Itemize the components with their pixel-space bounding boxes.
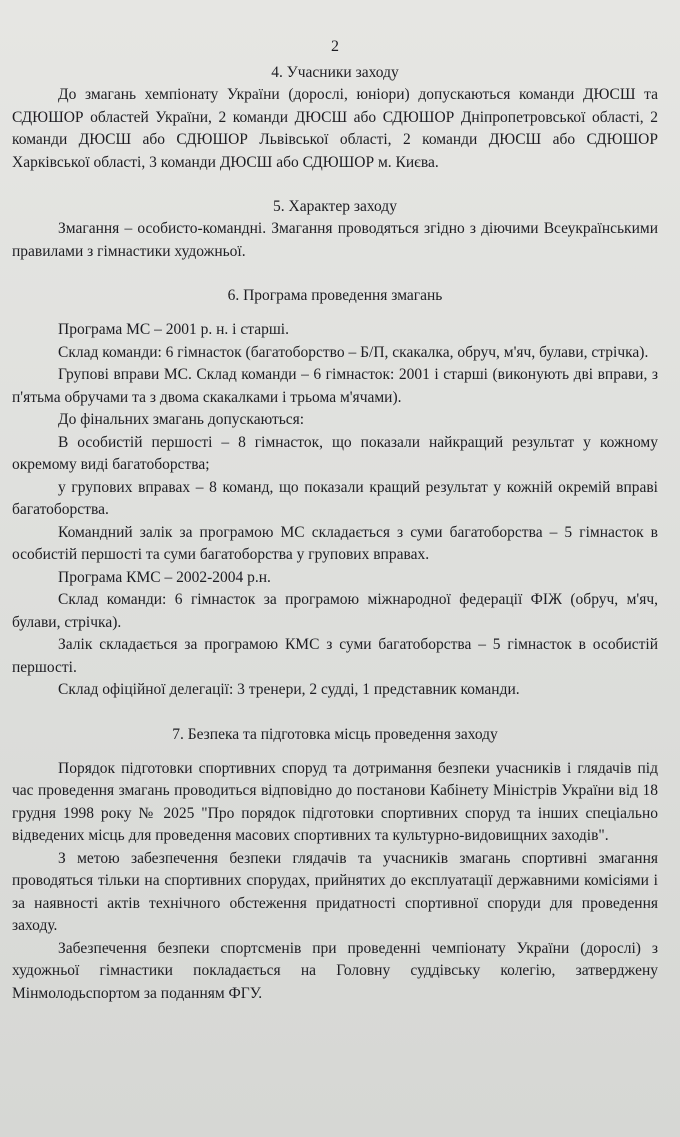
section-7-paragraph-1: Порядок підготовки спортивних споруд та дотримання безпеки учасників і глядачів під час проведення змагань проводиться відповідно до постанови Кабінету Міністрів України від 18 грудня 1998 року № 2025 "Про порядок підготовки спортивних споруд та інших спеціально відведених місць для проведення масових спортивних та культурно-видовищних заходів". [12, 759, 658, 844]
section-5-paragraph-1: Змагання – особисто-командні. Змагання проводяться згідно з діючими Всеукраїнськими правилами з гімнастики художньої. [12, 220, 658, 260]
section-4-title: 4. Учасники заходу [271, 64, 399, 81]
page-number: 2 [331, 38, 339, 55]
section-6-paragraph-5: В особистій першості – 8 гімнасток, що показали найкращий результат у кожному окремому виді багатоборства; [12, 433, 658, 473]
section-6-paragraph-11: Склад офіційної делегації: 3 тренери, 2 судді, 1 представник команди. [58, 681, 520, 698]
section-6-paragraph-8: Програма КМС – 2002-2004 р.н. [58, 568, 271, 586]
section-7-title: 7. Безпека та підготовка місць проведення заходу [172, 725, 498, 743]
section-6-paragraph-10: Залік складається за програмою КМС з суми багатоборства – 5 гімнасток в особистій першості. [12, 636, 658, 676]
section-6-paragraph-3: Групові вправи МС. Склад команди – 6 гімнасток: 2001 і старші (виконують дві вправи, з п'ятьма обручами та з двома скакалками і трьома м'ячами). [12, 366, 658, 406]
section-6-title: 6. Програма проведення змагань [227, 287, 443, 304]
section-6-paragraph-6: у групових вправах – 8 команд, що показали кращий результат у кожній окремій вправі багатоборства. [12, 478, 658, 518]
section-6-paragraph-7: Командний залік за програмою МС складається з суми багатоборства – 5 гімнасток в особистій першості та суми багатоборства у групових вправах. [12, 523, 658, 563]
section-6-paragraph-1: Програма МС – 2001 р. н. і старші. [58, 321, 289, 338]
section-6-paragraph-9: Склад команди: 6 гімнасток за програмою міжнародної федерації ФІЖ (обруч, м'яч, булави, стрічка). [12, 591, 658, 631]
section-6-paragraph-4: До фінальних змагань допускаються: [58, 411, 305, 428]
section-4-paragraph-1: До змагань хемпіонату України (дорослі, юніори) допускаються команди ДЮСШ та СДЮШОР областей України, 2 команди ДЮСШ або СДЮШОР Дніпропетровської області, 2 команди ДЮСШ або СДЮШОР Львівської області, 2 команди ДЮСШ або СДЮШОР Харківської області, 3 команди ДЮСШ або СДЮШОР м. Києва. [12, 86, 658, 171]
section-7-paragraph-3: Забезпечення безпеки спортсменів при проведенні чемпіонату України (дорослі) з художньої гімнастики покладається на Головну суддівську колегію, затверджену Мінмолодьспортом за поданням ФГУ. [12, 939, 658, 1002]
section-5-title: 5. Характер заходу [273, 198, 397, 215]
section-6-paragraph-2: Склад команди: 6 гімнасток (багатоборство – Б/П, скакалка, обруч, м'яч, булави, стрічка). [58, 343, 649, 361]
section-7-paragraph-2: З метою забезпечення безпеки глядачів та учасників змагань спортивні змагання проводяться тільки на спортивних спорудах, прийнятих до експлуатації державними комісіями і за наявності актів технічного обстеження придатності спортивної споруди для проведення заходу. [12, 849, 658, 934]
